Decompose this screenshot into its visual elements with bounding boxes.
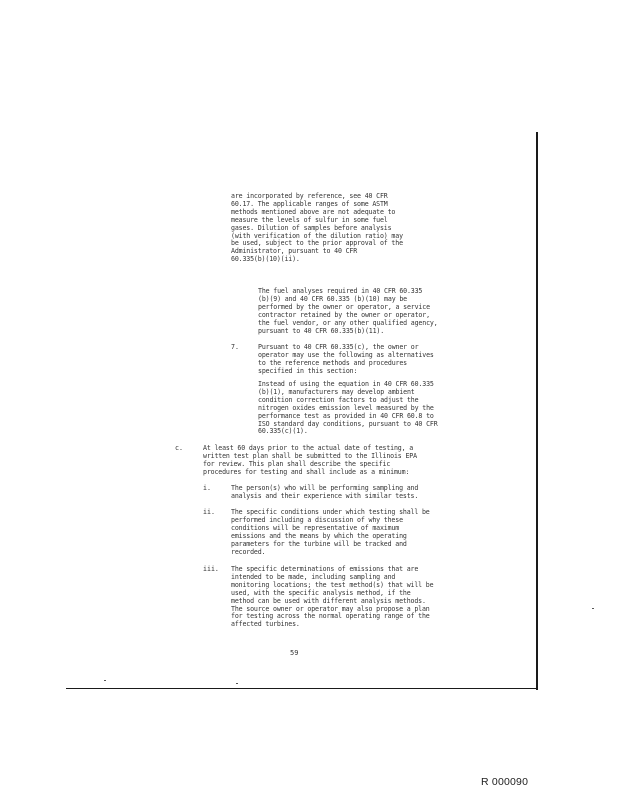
text-line: for testing across the normal operating range of the bbox=[231, 612, 430, 621]
text-line: specified in this section: bbox=[258, 366, 358, 375]
text-line: be used, subject to the prior approval of the bbox=[231, 239, 403, 248]
paragraph-item-ii bbox=[231, 509, 430, 556]
text-line: conditions will be representative of maximum bbox=[231, 523, 400, 532]
text-line: 60.335(b)(10)(ii). bbox=[231, 255, 300, 264]
text-line: method can be used with different analysis methods. bbox=[231, 596, 426, 605]
page-bottom-rule bbox=[66, 688, 538, 689]
text-line: The specific determinations of emissions that are bbox=[231, 565, 419, 573]
text-line: intended to be made, including sampling and bbox=[231, 572, 396, 581]
paragraph-item-7-alternative bbox=[258, 381, 438, 436]
text-line: affected turbines. bbox=[231, 620, 300, 629]
paragraph-item-7 bbox=[258, 344, 434, 376]
text-line: contractor retained by the owner or operator, bbox=[258, 310, 430, 319]
page-number: 59 bbox=[290, 649, 299, 657]
text-line: ISO standard day conditions, pursuant to 40 CFR bbox=[258, 419, 438, 428]
text-line: analysis and their experience with similar tests. bbox=[231, 491, 419, 500]
paragraph-item-i bbox=[231, 485, 418, 501]
text-line: (b)(9) and 40 CFR 60.335 (b)(10) may be bbox=[258, 294, 407, 303]
text-line: recorded. bbox=[231, 547, 266, 556]
item-label-iii: iii. bbox=[203, 565, 219, 573]
text-line: pursuant to 40 CFR 60.335(b)(11). bbox=[258, 326, 385, 335]
text-line: gases. Dilution of samples before analysis bbox=[231, 223, 392, 232]
text-line: Administrator, pursuant to 40 CFR bbox=[231, 247, 358, 256]
text-line: emissions and the means by which the operating bbox=[231, 531, 407, 540]
text-line: parameters for the turbine will be tracked and bbox=[231, 539, 407, 548]
text-line: nitrogen oxides emission level measured by the bbox=[258, 403, 434, 412]
text-line: for review. This plan shall describe the specific bbox=[203, 459, 391, 468]
paragraph-continuation bbox=[231, 193, 403, 264]
item-label-ii: ii. bbox=[203, 508, 215, 516]
text-line: the fuel vendor, or any other qualified agency, bbox=[258, 318, 438, 327]
text-line: monitoring locations; the test method(s) that will be bbox=[231, 580, 434, 589]
text-line: At least 60 days prior to the actual date of testing, a bbox=[203, 444, 414, 452]
text-line: performed including a discussion of why these bbox=[231, 515, 403, 524]
item-label-7: 7. bbox=[231, 343, 239, 351]
text-line: The specific conditions under which testing shall be bbox=[231, 508, 430, 516]
text-line: 60.335(c)(1). bbox=[258, 427, 308, 436]
text-line: condition correction factors to adjust the bbox=[258, 395, 419, 404]
text-line: (b)(1), manufacturers may develop ambient bbox=[258, 387, 415, 396]
text-line: 60.17. The applicable ranges of some ASTM bbox=[231, 199, 388, 208]
paragraph-item-c bbox=[203, 445, 417, 477]
text-line: Pursuant to 40 CFR 60.335(c), the owner or bbox=[258, 343, 419, 351]
bates-number: R 000090 bbox=[481, 776, 529, 788]
scan-speck bbox=[104, 680, 106, 681]
text-line: The source owner or operator may also propose a plan bbox=[231, 604, 430, 613]
scan-speck bbox=[592, 608, 594, 609]
paragraph-item-iii bbox=[231, 566, 433, 629]
text-line: (with verification of the dilution ratio) may bbox=[231, 231, 403, 240]
text-line: written test plan shall be submitted to the Illinois EPA bbox=[203, 451, 417, 460]
item-label-i: i. bbox=[203, 484, 211, 492]
text-line: performance test as provided in 40 CFR 60.8 to bbox=[258, 411, 434, 420]
text-line: to the reference methods and procedures bbox=[258, 358, 407, 367]
item-label-c: c. bbox=[175, 444, 183, 452]
text-line: The fuel analyses required in 40 CFR 60.335 bbox=[258, 287, 423, 295]
text-line: are incorporated by reference, see 40 CFR bbox=[231, 192, 388, 200]
text-line: measure the levels of sulfur in some fuel bbox=[231, 215, 388, 224]
text-line: Instead of using the equation in 40 CFR 60.335 bbox=[258, 380, 434, 388]
text-line: used, with the specific analysis method, if the bbox=[231, 588, 411, 597]
paragraph-fuel-analyses bbox=[258, 288, 438, 335]
page-right-rule bbox=[536, 132, 538, 690]
scan-speck bbox=[236, 683, 238, 684]
text-line: methods mentioned above are not adequate to bbox=[231, 207, 396, 216]
text-line: performed by the owner or operator, a service bbox=[258, 302, 430, 311]
text-line: The person(s) who will be performing sampling and bbox=[231, 484, 419, 492]
text-line: procedures for testing and shall include as a minimum: bbox=[203, 467, 410, 476]
text-line: operator may use the following as alternatives bbox=[258, 350, 434, 359]
